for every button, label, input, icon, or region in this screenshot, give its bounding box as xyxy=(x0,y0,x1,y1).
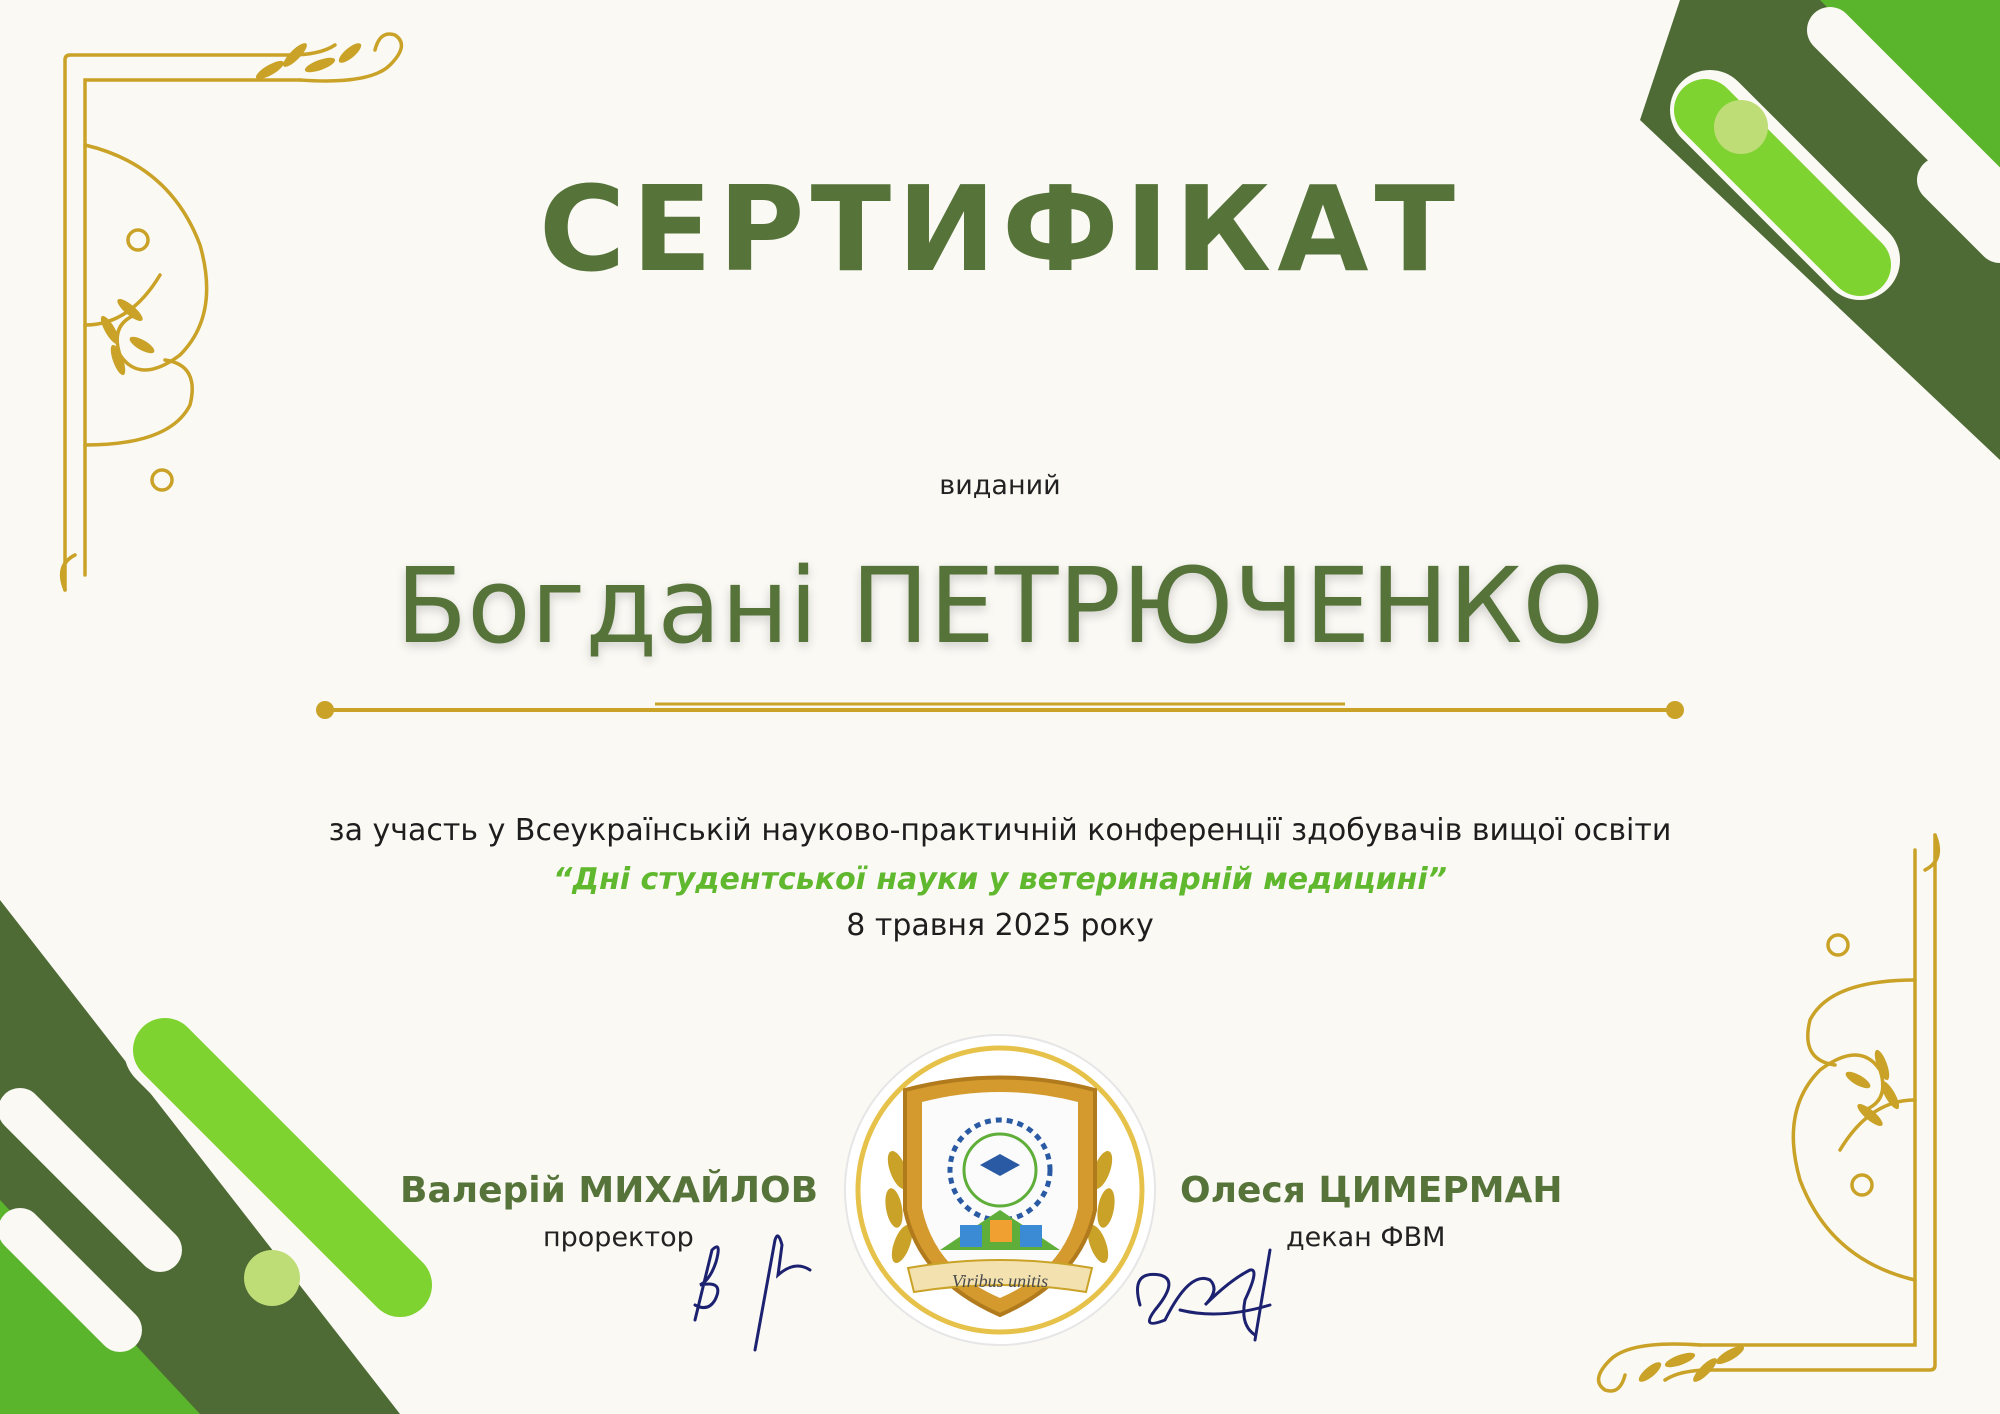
gold-divider xyxy=(310,692,1690,728)
issued-label: виданий xyxy=(939,470,1061,501)
participation-text: за участь у Всеукраїнській науково-практичній конференції здобувачів вищої освіти xyxy=(328,813,1672,848)
right-signature xyxy=(1120,1210,1320,1360)
seal-motto: Viribus unitis xyxy=(951,1271,1049,1291)
right-signatory-role: декан ФВМ xyxy=(1286,1222,1446,1253)
conference-date: 8 травня 2025 року xyxy=(846,908,1154,943)
bottom-right-gold-ornament xyxy=(1520,820,1950,1400)
left-signatory-name: Валерій МИХАЙЛОВ xyxy=(400,1170,819,1211)
certificate-title: СЕРТИФІКАТ xyxy=(538,160,1462,298)
university-seal xyxy=(840,1030,1160,1350)
bottom-left-green-stripes xyxy=(0,900,460,1414)
left-signatory-role: проректор xyxy=(543,1222,694,1253)
recipient-name: Богдані ПЕТРЮЧЕНКО xyxy=(395,545,1605,667)
left-signature xyxy=(670,1200,840,1370)
conference-name: “Дні студентської науки у ветеринарній медицині” xyxy=(553,862,1447,897)
right-signatory-name: Олеся ЦИМЕРМАН xyxy=(1180,1170,1563,1211)
top-left-gold-ornament xyxy=(50,25,480,605)
